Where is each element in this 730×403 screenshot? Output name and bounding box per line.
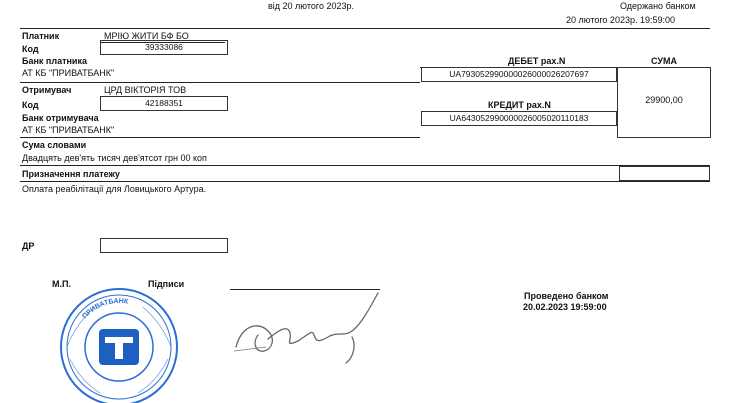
payer-label: Платник xyxy=(22,31,60,41)
purpose-aux-box xyxy=(619,166,710,181)
processed-datetime: 20.02.2023 19:59:00 xyxy=(523,302,607,312)
amount-words-label: Сума словами xyxy=(22,140,87,150)
svg-text:ПРИВАТБАНК xyxy=(81,298,129,320)
payer-code: 39333086 xyxy=(145,42,183,52)
credit-account: UA643052990000026005020110183 xyxy=(449,113,589,123)
purpose-label: Призначення платежу xyxy=(22,169,120,179)
amount-words: Двадцять дев'ять тисяч дев'ятсот грн 00 коп xyxy=(22,153,207,163)
recipient-label: Отримувач xyxy=(22,85,72,95)
mp-label: М.П. xyxy=(52,279,71,289)
recipient-code-label: Код xyxy=(22,100,39,110)
seal-bank-name: ПРИВАТБАНК xyxy=(81,297,129,321)
recipient-bank-label: Банк отримувача xyxy=(22,113,99,123)
processed-label: Проведено банком xyxy=(524,291,609,301)
purpose-text: Оплата реабілітації для Ловицького Артура. xyxy=(22,184,207,194)
payer-code-box xyxy=(100,40,228,55)
amount-box xyxy=(617,67,711,138)
signatures-label: Підписи xyxy=(148,279,185,289)
credit-account-box xyxy=(421,111,617,126)
signature xyxy=(228,285,388,365)
document-date: від 20 лютого 2023р. xyxy=(268,1,354,11)
bank-seal xyxy=(55,285,183,403)
debit-account-box xyxy=(421,67,617,82)
received-datetime: 20 лютого 2023р. 19:59:00 xyxy=(566,15,675,25)
amount-value: 29900,00 xyxy=(645,95,683,105)
header-divider xyxy=(20,28,710,29)
recipient-bank: АТ КБ "ПРИВАТБАНК" xyxy=(22,125,115,135)
amount-label: СУМА xyxy=(651,56,677,66)
debit-label: ДЕБЕТ рах.N xyxy=(508,56,566,66)
received-label: Одержано банком xyxy=(620,1,696,11)
recipient-name: ЦРД ВІКТОРІЯ ТОВ xyxy=(104,85,187,95)
payer-bank-label: Банк платника xyxy=(22,56,87,66)
dr-box xyxy=(100,238,228,253)
recipient-divider xyxy=(20,137,420,138)
payer-code-label: Код xyxy=(22,44,39,54)
credit-label: КРЕДИТ рах.N xyxy=(488,100,551,110)
purpose-divider xyxy=(20,181,710,182)
debit-account: UA793052990000026000026207697 xyxy=(449,69,589,79)
payer-bank: АТ КБ "ПРИВАТБАНК" xyxy=(22,68,115,78)
recipient-code: 42188351 xyxy=(145,98,183,108)
payer-divider xyxy=(20,82,420,83)
words-divider xyxy=(20,165,710,166)
dr-label: ДР xyxy=(22,241,35,251)
payer-name: МРІЮ ЖИТИ БФ БО xyxy=(104,31,189,41)
recipient-code-box xyxy=(100,96,228,111)
